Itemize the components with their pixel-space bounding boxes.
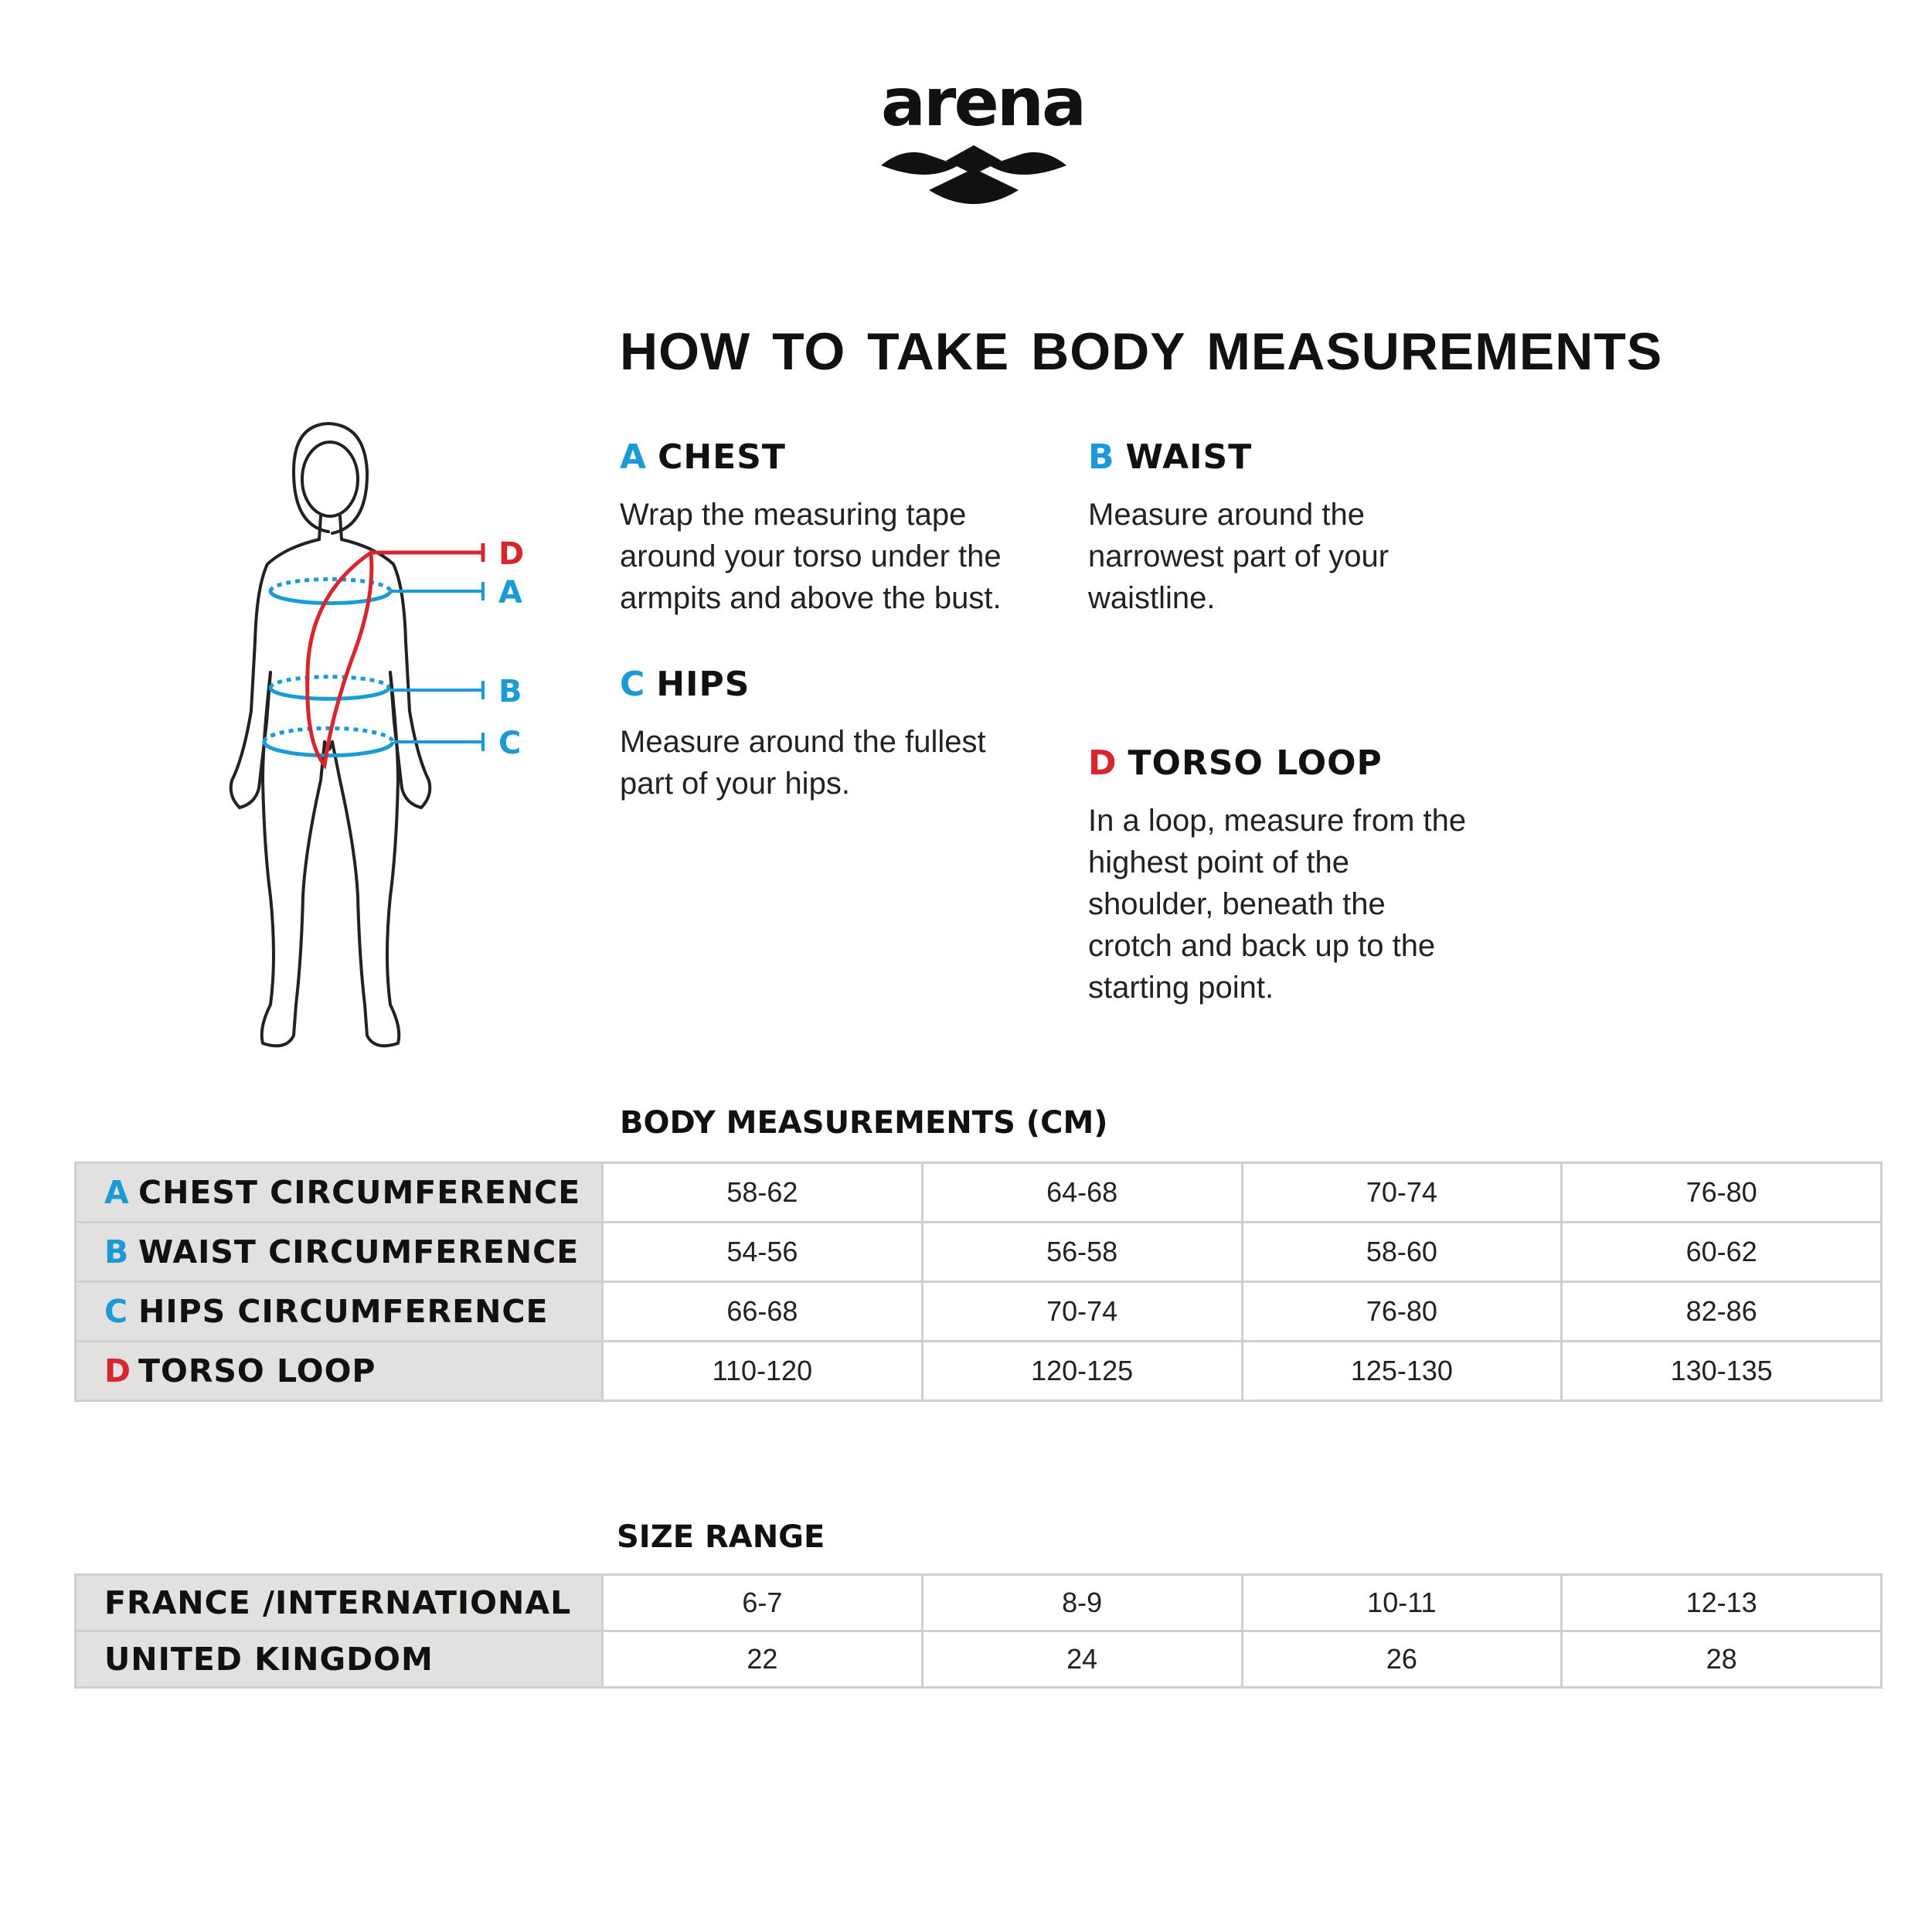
- table-row: [76, 1163, 1882, 1223]
- row-header: [76, 1342, 603, 1401]
- section-description: [1088, 494, 1521, 619]
- text-line: crotch and back up to the: [1088, 929, 1436, 963]
- text-line: shoulder, beneath the: [1088, 887, 1386, 921]
- section-heading: [620, 665, 1053, 704]
- section-heading: [620, 437, 1053, 477]
- table-cell: 24: [922, 1631, 1242, 1688]
- figure-label-b: B: [498, 674, 522, 709]
- row-letter: A: [104, 1174, 130, 1211]
- section-description: [1088, 800, 1521, 1009]
- section-hips: [620, 665, 1053, 804]
- text-line: Measure around the fullest: [620, 725, 986, 759]
- row-label: HIPS CIRCUMFERENCE: [138, 1293, 549, 1330]
- row-header: [76, 1163, 603, 1223]
- text-line: highest point of the: [1088, 845, 1350, 879]
- section-title: CHEST: [658, 437, 786, 477]
- row-label: CHEST CIRCUMFERENCE: [138, 1174, 581, 1211]
- section-letter: B: [1088, 437, 1115, 477]
- logo-wordmark: arena: [881, 64, 1085, 141]
- table-cell: 66-68: [603, 1282, 923, 1342]
- table-cell: 82-86: [1562, 1282, 1882, 1342]
- table-cell: 64-68: [922, 1163, 1242, 1223]
- figure-label-c: C: [498, 726, 522, 761]
- section-letter: C: [620, 665, 646, 704]
- section-waist: [1088, 437, 1521, 619]
- table-row: [76, 1575, 1882, 1631]
- section-heading: [1088, 437, 1521, 477]
- text-line: In a loop, measure from the: [1088, 804, 1467, 838]
- table-row: [76, 1631, 1882, 1688]
- text-line: part of your hips.: [620, 767, 850, 801]
- section-letter: D: [1088, 743, 1117, 783]
- table-cell: 12-13: [1562, 1575, 1882, 1631]
- text-line: armpits and above the bust.: [620, 581, 1002, 615]
- size-range-table: [74, 1573, 1883, 1689]
- row-header: UNITED KINGDOM: [76, 1631, 603, 1688]
- table-cell: 76-80: [1242, 1282, 1562, 1342]
- row-header: FRANCE /INTERNATIONAL: [76, 1575, 603, 1631]
- row-label: TORSO LOOP: [138, 1352, 376, 1389]
- table-cell: 8-9: [922, 1575, 1242, 1631]
- figure-label-a: A: [498, 575, 522, 611]
- arena-logo: [881, 64, 1085, 210]
- row-letter: C: [104, 1293, 129, 1330]
- text-line: waistline.: [1088, 581, 1216, 615]
- section-torso-loop: [1088, 743, 1521, 1009]
- section-chest: [620, 437, 1053, 619]
- table-cell: 54-56: [603, 1223, 923, 1282]
- text-line: starting point.: [1088, 971, 1274, 1005]
- table-row: [76, 1223, 1882, 1282]
- table-cell: 130-135: [1562, 1342, 1882, 1401]
- table-cell: 76-80: [1562, 1163, 1882, 1223]
- row-label: WAIST CIRCUMFERENCE: [138, 1233, 580, 1270]
- table-cell: 6-7: [603, 1575, 923, 1631]
- section-heading: [1088, 743, 1521, 783]
- row-letter: D: [104, 1352, 132, 1389]
- page-title: HOW TO TAKE BODY MEASUREMENTS: [620, 322, 1663, 381]
- table-cell: 56-58: [922, 1223, 1242, 1282]
- table-cell: 26: [1242, 1631, 1562, 1688]
- table-cell: 22: [603, 1631, 923, 1688]
- row-header: [76, 1282, 603, 1342]
- table-cell: 10-11: [1242, 1575, 1562, 1631]
- text-line: narrowest part of your: [1088, 539, 1389, 573]
- table-cell: 58-62: [603, 1163, 923, 1223]
- table-cell: 70-74: [922, 1282, 1242, 1342]
- table-row: [76, 1282, 1882, 1342]
- diamond-logo-icon: [881, 141, 1066, 210]
- section-description: [620, 721, 1053, 804]
- figure-label-d: D: [498, 536, 525, 572]
- section-title: TORSO LOOP: [1128, 743, 1383, 783]
- section-description: [620, 494, 1053, 619]
- table-cell: 70-74: [1242, 1163, 1562, 1223]
- row-letter: B: [104, 1233, 130, 1270]
- table-row: [76, 1342, 1882, 1401]
- table-cell: 28: [1562, 1631, 1882, 1688]
- section-letter: A: [620, 437, 648, 477]
- size-table-caption: SIZE RANGE: [617, 1519, 825, 1555]
- row-header: [76, 1223, 603, 1282]
- child-body-figure: [216, 417, 556, 1074]
- body-measurements-table: [74, 1162, 1883, 1402]
- body-table-caption: BODY MEASUREMENTS (CM): [620, 1105, 1108, 1141]
- text-line: Wrap the measuring tape: [620, 498, 967, 532]
- text-line: around your torso under the: [620, 539, 1002, 573]
- table-cell: 58-60: [1242, 1223, 1562, 1282]
- section-title: WAIST: [1125, 437, 1253, 477]
- table-cell: 60-62: [1562, 1223, 1882, 1282]
- table-cell: 125-130: [1242, 1342, 1562, 1401]
- section-title: HIPS: [656, 665, 750, 704]
- text-line: Measure around the: [1088, 498, 1366, 532]
- table-cell: 110-120: [603, 1342, 923, 1401]
- table-cell: 120-125: [922, 1342, 1242, 1401]
